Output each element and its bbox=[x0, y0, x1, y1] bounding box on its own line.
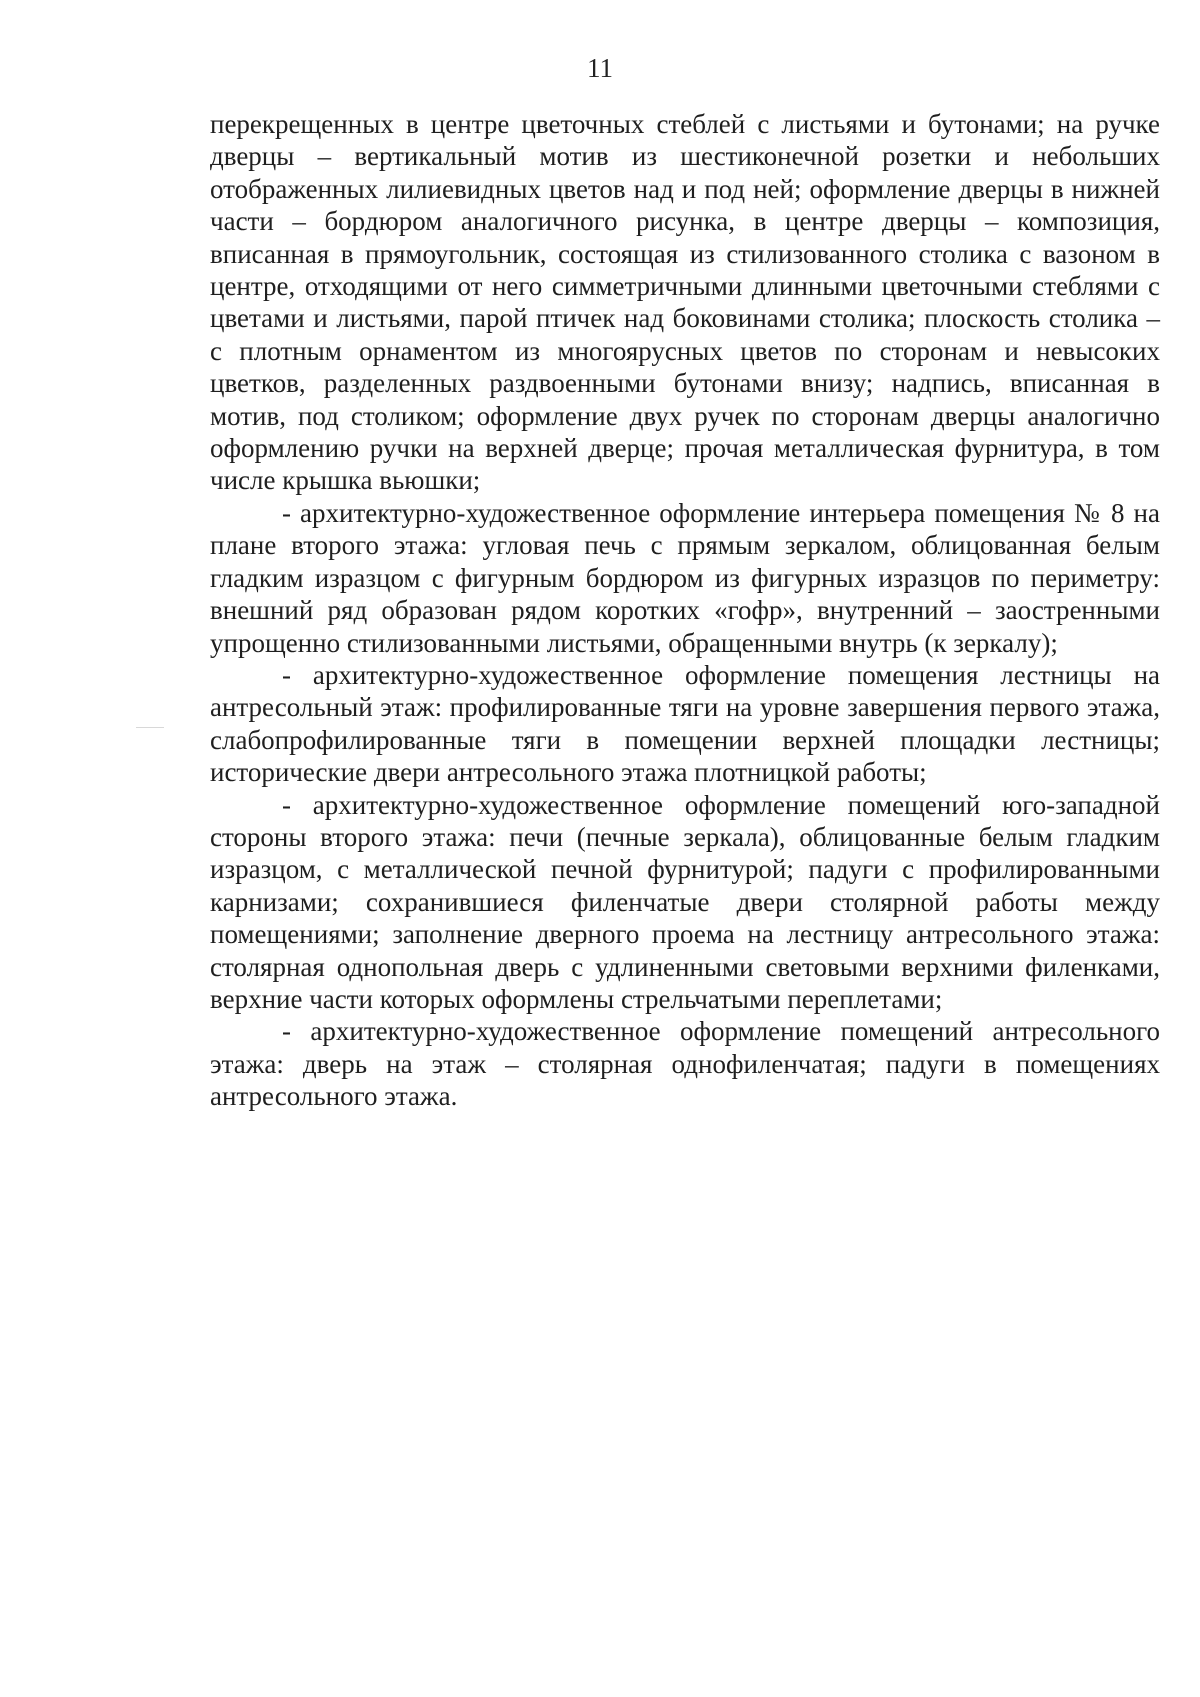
margin-mark bbox=[136, 727, 164, 728]
page-number: 11 bbox=[587, 53, 613, 83]
paragraph-mezzanine-rooms: - архитектурно-художественное оформление помещений антресольного этажа: дверь на этаж – столярная однофиленчатая; падуги в помещениях антресольного этажа. bbox=[210, 1016, 1160, 1112]
paragraph-continuation: перекрещенных в центре цветочных стеблей с листьями и бутонами; на ручке дверцы – вертикальный мотив из шестиконечной розетки и небольших отображенных лилиевидных цветов над и под ней; оформление дверцы в нижней части – бордюром аналогичного рисунка, в центре дверцы – композиция, вписанная в прямоугольник, состоящая из стилизованного столика с вазоном в центре, отходящими от него симметричными длинными цветочными стеблями с цветами и листьями, парой птичек над боковинами столика; плоскость столика – с плотным орнаментом из многоярусных цветов по сторонам и невысоких цветков, разделенных раздвоенными бутонами внизу; надпись, вписанная в мотив, под столиком; оформление двух ручек по сторонам дверцы аналогично оформлению ручки на верхней дверце; прочая металлическая фурнитура, в том числе крышка вьюшки; bbox=[210, 109, 1160, 496]
document-body bbox=[210, 108, 1160, 1113]
paragraph-staircase: - архитектурно-художественное оформление помещения лестницы на антресольный этаж: профилированные тяги на уровне завершения первого этажа, слабопрофилированные тяги в помещении верхней площадки лестницы; исторические двери антресольного этажа плотницкой работы; bbox=[210, 659, 1160, 788]
paragraph-southwest-rooms: - архитектурно-художественное оформление помещений юго-западной стороны второго этажа: печи (печные зеркала), облицованные белым гладким изразцом, с металлической печной фурнитурой; падуги с профилированными карнизами; сохранившиеся филенчатые двери столярной работы между помещениями; заполнение дверного проема на лестницу антресольного этажа: столярная однопольная дверь с удлиненными световыми верхними филенками, верхние части которых оформлены стрельчатыми переплетами; bbox=[210, 789, 1160, 1014]
paragraph-room-8: - архитектурно-художественное оформление интерьера помещения № 8 на плане второго этажа: угловая печь с прямым зеркалом, облицованная белым гладким изразцом с фигурным бордюром из фигурных изразцов по периметру: внешний ряд образован рядом коротких «гофр», внутренний – заостренными упрощенно стилизованными листьями, обращенными внутрь (к зеркалу); bbox=[210, 497, 1160, 658]
